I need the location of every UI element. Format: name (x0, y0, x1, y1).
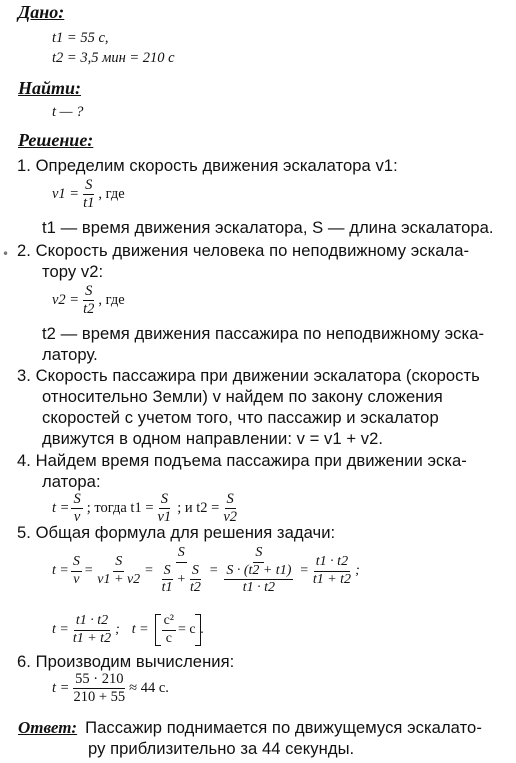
step4-frac1-den: v (73, 509, 81, 526)
step1-formula (52, 178, 125, 211)
margin-mark: • (2, 247, 10, 261)
solution-header: Решение: (18, 130, 94, 150)
unit-den: c (165, 630, 172, 646)
step5-c-den-frac2 (188, 564, 203, 596)
answer-block (18, 718, 482, 738)
step1-explain: t1 — время движения эскалатора, S — длина эскалатора. (42, 218, 494, 237)
step1-lhs: v1 = (52, 186, 80, 203)
step4-line2: латора: (42, 472, 101, 491)
unit-bracket (155, 614, 201, 646)
step6-den: 210 + 55 (73, 689, 126, 706)
step4-frac2-num: S (159, 492, 170, 509)
step2-formula (52, 284, 125, 317)
step3-line1: 3. Скорость пассажира при движении эскалатора (скорость (17, 366, 480, 385)
step5-t-eq: t = (131, 622, 149, 638)
step4-frac3-den: v2 (223, 509, 237, 526)
step2-line1: 2. Скорость движения человека по неподвижному эскала- (17, 241, 470, 260)
unit-fraction (162, 614, 176, 646)
step3-line4: движутся в одном направлении: v = v1 + v2. (42, 429, 384, 448)
answer-label: Ответ: (18, 718, 78, 737)
step2-explain2: латору. (42, 345, 98, 364)
step5-end: ; (355, 563, 360, 579)
step4-frac3 (221, 492, 239, 525)
step5-c-plus: + (176, 571, 186, 587)
step4-frac3-num: S (225, 492, 236, 509)
step4-frac1-num: S (71, 492, 82, 509)
step2-fraction (81, 284, 96, 317)
step5-a-num: S (71, 555, 82, 572)
step5-d-den-frac (224, 564, 293, 596)
step2-num: S (83, 284, 94, 301)
step5-equation1 (52, 546, 360, 596)
step5-c-den1-den: t1 (161, 580, 173, 596)
step2-suffix: , где (98, 292, 125, 309)
step1-suffix: , где (98, 186, 125, 203)
step5-frac-b (95, 555, 142, 587)
step1-text: 1. Определим скорость движения эскалатора v1: (17, 156, 398, 175)
step4-and: ; и t2 = (177, 500, 220, 517)
step5-eq-1: = (83, 563, 94, 579)
step5-d-den-den: t1 · t2 (242, 580, 275, 596)
step5-d-den (220, 563, 297, 596)
step5-eq-2: = (144, 563, 154, 579)
step5-c-den2-den: t2 (189, 580, 201, 596)
step5-text: 5. Общая формула для решения задачи: (17, 523, 336, 542)
step5-eq1-lhs: t = (52, 563, 69, 579)
step4-lhs: t = (52, 500, 70, 517)
find-line: t — ? (52, 104, 84, 120)
given-header: Дано: (18, 2, 65, 22)
step5-sep: ; (115, 622, 120, 638)
step5-a-den: v (73, 571, 80, 587)
step5-frac-f (71, 614, 113, 646)
step5-b-den: v1 + v2 (97, 571, 141, 587)
step5-eq-4: = (299, 563, 309, 579)
step1-num: S (83, 178, 94, 195)
step4-frac2-den: v1 (157, 509, 172, 526)
step5-c-num: S (176, 546, 187, 563)
step4-formula (52, 492, 241, 525)
step4-frac1 (71, 492, 82, 525)
step4-frac2 (156, 492, 174, 525)
step3-line2: относительно Земли) v найдем по закону сложения (42, 387, 443, 406)
step6-num: 55 · 210 (73, 672, 125, 689)
step5-e-num: t1 · t2 (314, 555, 350, 572)
step6-text: 6. Производим вычисления: (17, 652, 235, 671)
step2-explain1: t2 — время движения пассажира по неподвижному эска- (42, 324, 485, 343)
step5-c-den1-num: S (162, 564, 173, 581)
step6-result: ≈ 44 с. (129, 680, 169, 697)
given-t1: t1 = 55 с, (52, 30, 109, 46)
step5-f-num: t1 · t2 (74, 614, 110, 631)
step6-fraction (71, 672, 127, 705)
answer-line1: Пассажир поднимается по движущемуся эскалато- (85, 718, 482, 737)
step2-den: t2 (83, 301, 95, 318)
step4-then: ; тогда t1 = (86, 500, 154, 517)
step5-c-den (156, 563, 207, 596)
unit-result: = c (178, 622, 196, 638)
answer-line2: ру приблизительно за 44 секунды. (88, 739, 355, 758)
step1-den: t1 (83, 195, 95, 212)
given-t2: t2 = 3,5 мин = 210 с (52, 50, 175, 66)
step5-eq-3: = (208, 563, 219, 579)
unit-num: c² (162, 614, 176, 631)
step5-c-den-frac1 (160, 564, 175, 596)
step5-f-den: t1 + t2 (72, 630, 112, 646)
step5-frac-a (71, 555, 82, 587)
step5-e-den: t1 + t2 (312, 571, 352, 587)
step2-line2: тору v2: (42, 262, 104, 281)
step5-c-den2-num: S (190, 564, 201, 581)
step5-dot: . (200, 622, 205, 638)
step5-b-num: S (113, 555, 124, 572)
step5-frac-c (156, 546, 207, 596)
step5-d-den-num: S · (t2 + t1) (224, 564, 293, 581)
find-header: Найти: (18, 78, 82, 98)
step1-fraction (81, 178, 96, 211)
step4-line1: 4. Найдем время подъема пассажира при движении эска- (17, 451, 467, 470)
step3-line3: скоростей с учетом того, что пассажир и эскалатор (42, 408, 439, 427)
step6-formula (52, 672, 169, 705)
step6-lhs: t = (52, 680, 70, 697)
step5-equation2 (52, 614, 204, 646)
step5-d-num: S (253, 546, 264, 563)
step5-frac-e (311, 555, 353, 587)
step5-frac-d (220, 546, 297, 596)
step2-lhs: v2 = (52, 292, 80, 309)
step5-eq2-lhs: t = (52, 622, 69, 638)
